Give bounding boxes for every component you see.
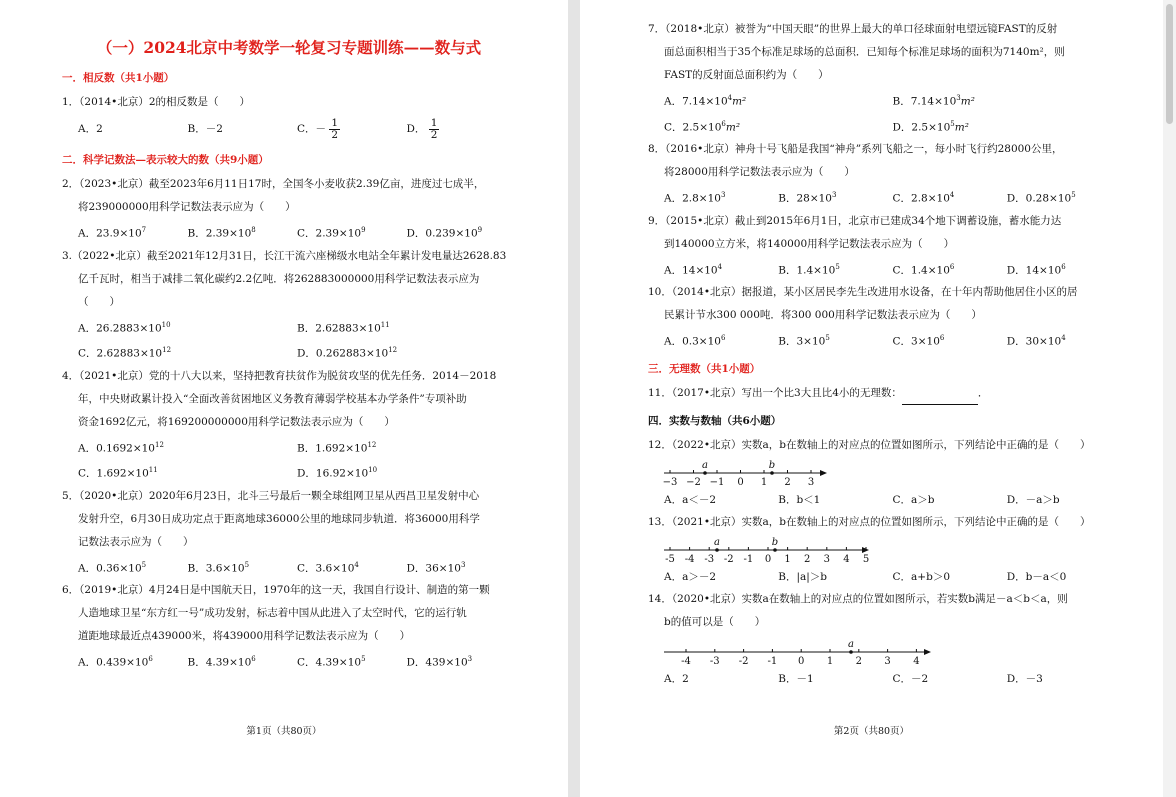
section-heading: 四．实数与数轴（共6小题） [648,414,782,427]
question-8: 8．（2016•北京）神舟十号飞船是我国“神舟”系列飞船之一，每小时飞行约28000公里， 将28000用科学记数法表示应为（ ） [648,143,1063,178]
question-4: 4．（2021•北京）党的十八大以来，坚持把教育扶贫作为脱贫攻坚的优先任务．2014－2018 年，中央财政累计投入“全面改善贫困地区义务教育薄弱学校基本办学条件”专项补助 资金1692亿元，将169200000000用科学记数法表示应为（ ） [62,369,497,428]
axis-arrow [924,649,931,655]
option: C．$3.6\times 10^4$ [297,560,359,574]
axis-tick-label: 2 [855,655,862,667]
axis-tick-label: 3 [823,553,830,565]
question-2: 2．（2023•北京）截至2023年6月11日17时，全国冬小麦收获2.39亿亩，进度过七成半， 将239000000用科学记数法表示应为（ ） [62,178,485,213]
scrollbar-thumb[interactable] [1166,4,1173,124]
option: A．$0.3\times 10^6$ [664,334,726,348]
question-6-options [62,648,516,674]
option: B．$1.4\times 10^5$ [778,262,840,276]
option: C．a＞b [892,493,935,506]
question-8-options [648,184,1121,210]
option: A．$14\times 10^4$ [664,262,723,276]
option: A．$2.8\times 10^3$ [664,191,726,205]
option: A．$0.439\times 10^6$ [78,655,153,669]
option: B．$28\times 10^3$ [778,191,837,205]
axis-tick-label: -5 [665,553,675,565]
option: A．$26.2883\times 10^{10}$ [78,320,171,334]
axis-tick-label: −3 [662,476,678,488]
option: B．|a|＞b [778,570,828,583]
question-9-options [648,256,1121,282]
axis-tick-label: -4 [681,655,691,667]
option: B．$2.39\times 10^8$ [187,226,256,240]
option: D．$2.5\times 10^5m^2$ [892,119,969,133]
document-title: （一）2024北京中考数学一轮复习专题训练——数与式 [96,38,482,57]
option: C．a+b＞0 [892,570,950,583]
axis-point-label: a [714,536,720,548]
option: B．b＜1 [778,493,821,506]
option: A．$23.9\times 10^7$ [78,226,147,240]
option: D．$0.262883\times 10^{12}$ [297,346,398,360]
question-1: 1．（2014•北京）2的相反数是（ ） [62,96,251,108]
option: C．$3\times 10^6$ [892,334,945,348]
option: A．$7.14\times 10^4m^2$ [664,94,747,108]
option: A．2 [78,123,103,135]
axis-tick-label: 3 [807,476,815,488]
option: B．－2 [187,123,223,135]
option: A．a＜－2 [664,493,717,506]
axis-tick-label: -2 [723,553,734,565]
axis-point-label: b [771,536,779,548]
option: A．$0.36\times 10^5$ [78,560,147,574]
number-line-14 [662,636,937,668]
option: B．$1.692\times 10^{12}$ [297,440,377,454]
page-2 [580,0,1163,797]
axis-point [773,548,777,552]
page-1 [0,0,568,797]
axis-point [849,650,853,654]
axis-tick-label: −1 [709,476,725,488]
question-12-options [648,489,1121,511]
axis-tick-label: -1 [767,655,778,667]
axis-tick-label: 1 [784,553,791,565]
option: B．－1 [778,672,814,685]
number-line-12 [662,459,832,489]
axis-point [715,548,719,552]
option: B．$7.14\times 10^3m^2$ [892,94,975,108]
question-14-options [648,668,1121,690]
axis-point [770,471,774,475]
question-4-options-cd [62,459,516,485]
axis-arrow [820,470,827,476]
axis-tick-label: 0 [764,553,772,565]
option: C．－2 [892,672,929,685]
question-4-options-ab [62,434,516,460]
question-3-options-ab [62,314,516,340]
option: D．b－a＜0 [1006,570,1067,583]
option: D．－a＞b [1006,493,1060,506]
axis-point-label: b [768,459,776,471]
question-5: 5．（2020•北京）2020年6月23日，北斗三号最后一颗全球组网卫星从西昌卫星发射中心 发射升空，6月30日成功定点于距离地球36000公里的地球同步轨道．将36000用科学 记数法表示应为（ ） [62,489,480,548]
option: B．$2.62883\times 10^{11}$ [297,320,390,334]
option: D．$30\times 10^4$ [1006,334,1066,348]
page-gutter [568,0,580,797]
option: D．$14\times 10^6$ [1006,262,1066,276]
axis-tick-label: 3 [884,655,891,667]
question-10-options [648,327,1121,353]
page-footer: 第2页（共80页） [833,726,910,737]
axis-tick-label: -4 [684,553,695,565]
option: D．－3 [1006,672,1043,685]
section-heading: 三．无理数（共1小题） [648,362,761,375]
option: D．$0.28\times 10^5$ [1006,191,1076,205]
vertical-scrollbar[interactable] [1163,0,1176,797]
question-13: 13．（2021•北京）实数a，b在数轴上的对应点的位置如图所示，下列结论中正确的是（ ） [648,515,1091,528]
question-2-options [62,219,516,245]
question-13-options [648,566,1121,588]
axis-point-label: a [702,459,708,471]
axis-tick-label: 4 [843,553,850,565]
option: A．a＞－2 [664,570,717,583]
question-11: 11．（2017•北京）写出一个比3大且比4小的无理数： ． [648,382,1121,405]
question-5-options [62,554,516,580]
option: D． $\frac{1}{2}$ [406,116,438,141]
question-14: 14．（2020•北京）实数a在数轴上的对应点的位置如图所示，若实数b满足－a＜b＜a，则 b的值可以是（ ） [648,592,1068,628]
section-heading: 一．相反数（共1小题） [62,72,175,84]
question-1-options [62,114,516,144]
option: C．－ $\frac{1}{2}$ [297,116,339,141]
option: C．$4.39\times 10^5$ [297,655,366,669]
question-3-options-cd [62,339,516,365]
question-10: 10．（2014•北京）据报道，某小区居民李先生改进用水设备，在十年内帮助他居住小区的居 民累计节水300 000吨．将300 000用科学记数法表示应为（ ） [648,286,1078,321]
option: A．2 [664,672,689,685]
axis-tick-label: 2 [804,553,811,565]
axis-tick-label: 1 [760,476,768,488]
axis-tick-label: -3 [709,655,720,667]
section-heading: 二．科学记数法—表示较大的数（共9小题） [62,154,269,166]
answer-blank [902,392,978,405]
axis-tick-label: -2 [738,655,749,667]
option: D．$36\times 10^3$ [406,560,466,574]
option: B．$3\times 10^5$ [778,334,830,348]
question-12: 12．（2022•北京）实数a，b在数轴上的对应点的位置如图所示，下列结论中正确的是（ ） [648,438,1091,451]
axis-tick-label: 0 [798,655,805,667]
number-line-13 [662,536,877,566]
axis-tick-label: 0 [737,476,744,488]
axis-tick-label: 4 [913,655,920,667]
question-3: 3.（2022•北京）截至2021年12月31日，长江干流六座梯级水电站全年累计发电量达2628.83 亿千瓦时，相当于减排二氧化碳约2.2亿吨．将262883000000用科学记数法表示应为 （ ） [62,249,507,308]
axis-point [703,471,707,475]
option: C．$2.8\times 10^4$ [892,191,955,205]
option: C．$2.62883\times 10^{12}$ [78,346,172,360]
axis-tick-label: 2 [784,476,791,488]
option: B．$3.6\times 10^5$ [187,560,250,574]
page-footer: 第1页（共80页） [246,726,322,737]
question-7: 7．（2018•北京）被誉为“中国天眼”的世界上最大的单口径球面射电望远镜FAST的反射 面总面积相当于35个标准足球场的总面积．已知每个标准足球场的面积为7140m²，则 FAST的反射面总面积约为（ ） [648,23,1065,81]
question-9: 9．（2015•北京）截止到2015年6月1日，北京市已建成34个地下调蓄设施，蓄水能力达 到140000立方米，将140000用科学记数法表示应为（ ） [648,214,1062,250]
axis-tick-label: -3 [704,553,715,565]
axis-point-label: a [848,638,854,650]
question-6: 6．（2019•北京）4月24日是中国航天日，1970年的这一天，我国自行设计、制造的第一颗 人造地球卫星“东方红一号”成功发射，标志着中国从此进入了太空时代，它的运行轨 道距地球最近点439000米，将439000用科学记数法表示应为（ ） [62,584,490,642]
option: D．$16.92\times 10^{10}$ [297,466,378,480]
question-7-options-cd [648,113,1121,139]
axis-tick-label: 1 [826,655,834,667]
option: D．$439\times 10^3$ [406,655,473,669]
option: C．$2.39\times 10^9$ [297,226,366,240]
option: A．$0.1692\times 10^{12}$ [78,440,164,454]
axis-tick-label: -1 [743,553,754,565]
axis-tick-label: −2 [686,476,701,488]
option: C．$2.5\times 10^6m^2$ [664,119,741,133]
option: B．$4.39\times 10^6$ [187,655,256,669]
option: C．$1.692\times 10^{11}$ [78,466,158,480]
option: D．$0.239\times 10^9$ [406,226,483,240]
question-7-options-ab [648,87,1121,113]
axis-tick-label: 5 [862,553,870,565]
option: C．$1.4\times 10^6$ [892,262,955,276]
